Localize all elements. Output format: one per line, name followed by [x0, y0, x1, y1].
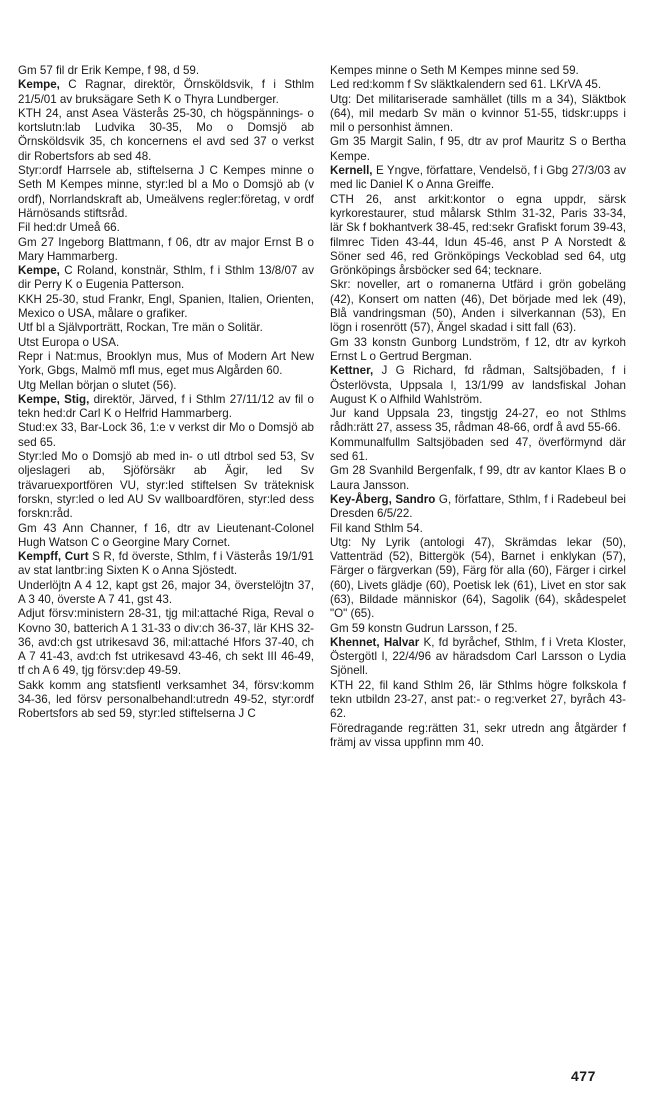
entry-paragraph	[330, 364, 626, 407]
entry-text: Gm 28 Svanhild Bergenfalk, f 99, dtr av kantor Klaes B o Laura Jansson.	[330, 464, 626, 492]
entry-paragraph	[330, 493, 626, 522]
entry-paragraph	[18, 379, 314, 393]
entry-text: Utst Europa o USA.	[18, 335, 120, 349]
entry-text: J G Richard, fd rådman, Saltsjöbaden, f i Österlövsta, Uppsala l, 13/1/99 av landsfiskal Johan August K o Alfhild Wahlström.	[330, 364, 626, 406]
entry-text: Gm 33 konstn Gunborg Lundström, f 12, dtr av kyrkoh Ernst L o Gertrud Bergman.	[330, 335, 626, 363]
entry-text: Fil hed:dr Umeå 66.	[18, 221, 120, 235]
entry-text: Gm 59 konstn Gudrun Larsson, f 25.	[330, 621, 518, 635]
entry-paragraph	[330, 536, 626, 622]
entry-text: Föredragande reg:rätten 31, sekr utredn ang åtgärder f främj av vissa uppfinn mm 40.	[330, 721, 626, 749]
entry-name: Kempe,	[18, 264, 60, 278]
entry-paragraph	[18, 64, 314, 78]
entry-text: S R, fd överste, Sthlm, f i Västerås 19/1/91 av stat lantbr:ing Sixten K o Anna Sjöstedt.	[18, 550, 314, 578]
entry-text: KTH 24, anst Asea Västerås 25-30, ch högspännings- o kortslutn:lab Ludvika 30-35, Mo o Domsjö ab Örnsköldsvik 35, ch koncernens el avd sed 37 o verkst dir Robertsfors ab sed 48.	[18, 106, 314, 163]
entry-text: C Roland, konstnär, Sthlm, f i Sthlm 13/8/07 av dir Perry K o Eugenia Patterson.	[18, 264, 314, 292]
entry-text: K, fd byråchef, Sthlm, f i Vreta Kloster, Östergötl l, 22/4/96 av häradsdom Carl Larsson o Lydia Sjönell.	[330, 635, 626, 678]
entry-text: Fil kand Sthlm 54.	[330, 521, 423, 535]
entry-paragraph	[18, 336, 314, 350]
entry-paragraph	[330, 135, 626, 164]
entry-text: E Yngve, författare, Vendelsö, f i Gbg 27/3/03 av med lic Daniel K o Anna Greiffe.	[330, 164, 626, 192]
entry-paragraph	[18, 293, 314, 322]
entry-paragraph	[330, 407, 626, 436]
entry-name: Kempe,	[18, 78, 60, 92]
entry-text: Utg: Ny Lyrik (antologi 47), Skrämdas lekar (50), Vattenträd (52), Bittergök (54), Barnet i enklykan (57), Färger o färgverkan (59), Färg för alla (60), Färger i cirkel (60), Livets glädje (60), Poetisk lek (61), Livet en stor sak (63), Bildade människor (64), Sagolik (64), skådespelet "O" (65).	[330, 535, 626, 621]
page-number: 477	[571, 1068, 596, 1084]
entry-text: Gm 35 Margit Salin, f 95, dtr av prof Mauritz S o Bertha Kempe.	[330, 135, 626, 163]
entry-paragraph	[330, 679, 626, 722]
entry-text: G, författare, Sthlm, f i Radebeul bei Dresden 6/5/22.	[330, 492, 626, 521]
entry-text: C Ragnar, direktör, Örnsköldsvik, f i Sthlm 21/5/01 av bruksägare Seth K o Thyra Lundberger.	[18, 78, 314, 106]
entry-text: Kommunalfullm Saltsjöbaden sed 47, överförmynd där sed 61.	[330, 435, 626, 464]
entry-paragraph	[330, 336, 626, 365]
entry-paragraph	[18, 522, 314, 551]
entry-paragraph	[330, 622, 626, 636]
entry-paragraph	[18, 393, 314, 422]
entry-paragraph	[18, 164, 314, 221]
entry-paragraph	[330, 278, 626, 335]
entry-text: Sakk komm ang statsfientl verksamhet 34, försv:komm 34-36, led försv personalbehandl:utredn 49-52, styr:ordf Robertsfors ab sed 59, styr:led stiftelserna J C	[18, 678, 314, 721]
entry-text: Jur kand Uppsala 23, tingstjg 24-27, eo not Sthlms rådh:rätt 27, assess 35, rådman 48-66, ordf å avd 55-66.	[330, 407, 626, 435]
entry-text: KTH 22, fil kand Sthlm 26, lär Sthlms högre folkskola f tekn utbildn 23-27, anst pat:- o reg:verket 27, byråch 43-62.	[330, 678, 626, 721]
entry-name: Kettner,	[330, 364, 374, 378]
entry-paragraph	[18, 550, 314, 579]
entry-paragraph	[18, 421, 314, 450]
entry-paragraph	[330, 722, 626, 751]
entry-paragraph	[18, 579, 314, 608]
entry-text: Stud:ex 33, Bar-Lock 36, 1:e v verkst dir Mo o Domsjö ab sed 65.	[18, 421, 314, 449]
right-column	[330, 64, 626, 750]
entry-paragraph	[18, 450, 314, 521]
entry-paragraph	[18, 78, 314, 107]
entry-paragraph	[330, 93, 626, 136]
entry-text: Styr:led Mo o Domsjö ab med in- o utl dtrbol sed 53, Sv oljeslageri ab, Sjöförsäkr ab Ägir, led Sv trävaruexportfören VU, styr:led stiftelsen Sv träteknisk forskn, styr:led o led AU Sv wallboardfören, styr:led dess forskn:råd.	[18, 450, 314, 521]
entry-paragraph	[330, 193, 626, 279]
entry-paragraph	[18, 107, 314, 164]
entry-name: Kernell,	[330, 164, 373, 178]
entry-paragraph	[18, 350, 314, 379]
entry-text: Gm 43 Ann Channer, f 16, dtr av Lieutenant-Colonel Hugh Watson C o Georgine Mary Cornet.	[18, 521, 314, 549]
entry-name: Kempe, Stig,	[18, 392, 90, 406]
entry-name: Kempff, Curt	[18, 550, 89, 564]
entry-paragraph	[18, 321, 314, 335]
entry-text: direktör, Järved, f i Sthlm 27/11/12 av fil o tekn hed:dr Carl K o Helfrid Hammarberg.	[18, 392, 314, 421]
entry-paragraph	[330, 78, 626, 92]
entry-paragraph	[18, 679, 314, 722]
entry-text: Repr i Nat:mus, Brooklyn mus, Mus of Modern Art New York, Gbgs, Malmö mfl mus, eget mus Algården 60.	[18, 349, 314, 378]
entry-paragraph	[18, 221, 314, 235]
entry-text: Utg: Det militariserade samhället (tills m a 34), Släktbok (64), mil medarb Sv män o kvinnor 51-55, tidskr:upps i mil o personhist ämnen.	[330, 92, 626, 135]
entry-paragraph	[330, 436, 626, 465]
entry-text: Utf bl a Självporträtt, Rockan, Tre män o Solitär.	[18, 321, 263, 335]
entry-paragraph	[330, 64, 626, 78]
entry-paragraph	[330, 636, 626, 679]
entry-text: Utg Mellan början o slutet (56).	[18, 378, 177, 392]
entry-paragraph	[330, 464, 626, 493]
entry-text: CTH 26, anst arkit:kontor o egna uppdr, särsk kyrkorestaurer, stud målarsk Sthlm 31-32, Paris 33-34, lär Sk f bokhantverk 38-45, red:sekr Grafiskt forum 39-43, filmrec Tiden 43-44, Idun 45-46, anst P A Norstedt & Söner sed 46, red Grönköpings Veckoblad sed 64, utg Grönköpings årsböcker sed 64; tecknare.	[330, 192, 626, 278]
entry-name: Key-Åberg, Sandro	[330, 492, 436, 506]
entry-text: Underlöjtn A 4 12, kapt gst 26, major 34, överstelöjtn 37, A 3 40, överste A 7 41, gst 43.	[18, 578, 314, 606]
entry-paragraph	[18, 607, 314, 678]
entry-text: Styr:ordf Harrsele ab, stiftelserna J C Kempes minne o Seth M Kempes minne, styr:led bl a Mo o Domsjö ab (v ordf), Norrlandskraft ab, Umeälvens regler:företag, v ordf Härnösands stiftsråd.	[18, 164, 314, 220]
entry-text: Adjut försv:ministern 28-31, tjg mil:attaché Riga, Reval o Kovno 30, batterich A 1 31-33 o div:ch 36-37, lär KHS 32-36, avd:ch gst utrikesavd 36, mil:attaché Hfors 37-40, ch A 7 41-43, avd:ch fst utrikesavd 43-46, ch sekt III 46-49, tf ch A 6 49, tjg försv:dep 49-59.	[18, 607, 314, 678]
entry-paragraph	[330, 522, 626, 536]
entry-text: Led red:komm f Sv släktkalendern sed 61. LKrVA 45.	[330, 78, 602, 92]
entry-paragraph	[18, 264, 314, 293]
entry-text: Kempes minne o Seth M Kempes minne sed 59.	[330, 64, 579, 77]
entry-text: Gm 57 fil dr Erik Kempe, f 98, d 59.	[18, 64, 200, 77]
entry-text: Gm 27 Ingeborg Blattmann, f 06, dtr av major Ernst B o Mary Hammarberg.	[18, 235, 314, 263]
left-column	[18, 64, 314, 722]
entry-text: KKH 25-30, stud Frankr, Engl, Spanien, Italien, Orienten, Mexico o USA, målare o grafiker.	[18, 292, 314, 321]
entry-paragraph	[18, 236, 314, 265]
entry-paragraph	[330, 164, 626, 193]
entry-text: Skr: noveller, art o romanerna Utfärd i grön gobeläng (42), Konsert om natten (46), Det började med lek (49), Blå vandringsman (50), Anden i silverkannan (53), En lögn i rosenrött (57), Ängel skadad i sitt fall (63).	[330, 278, 626, 335]
entry-name: Khennet, Halvar	[330, 635, 420, 649]
